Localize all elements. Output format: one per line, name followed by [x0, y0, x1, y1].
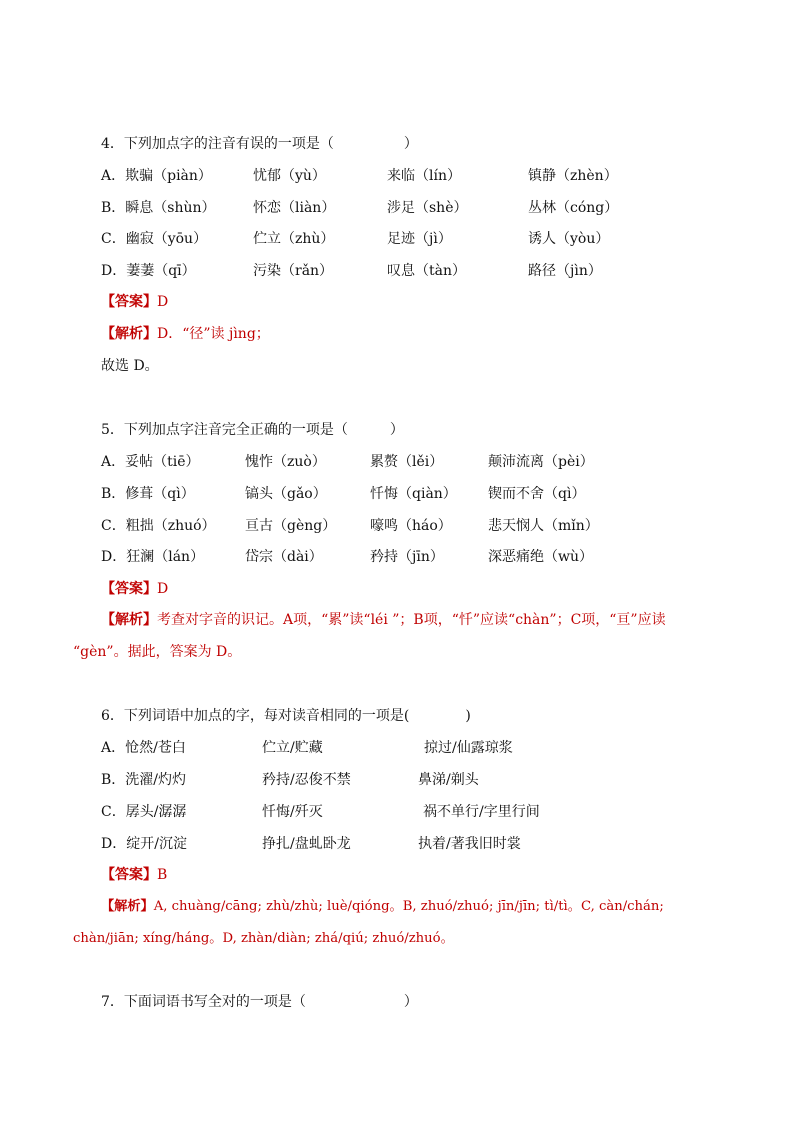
q4-option-c-3: 足迹（jì）	[387, 231, 452, 247]
q6-option-b-2: 矜持/忍俊不禁	[262, 772, 351, 788]
q4-option-d-2: 污染（rǎn）	[253, 263, 334, 279]
q5-option-d-4: 深恶痛绝（wù）	[488, 549, 593, 565]
q5-analysis-continued: “gèn”。据此，答案为 D。	[73, 644, 242, 660]
q4-option-b-2: 怀恋（liàn）	[253, 200, 336, 216]
analysis-text: 考查对字音的识记。A项，“累”读“léi ”；B项，“忏”应读“chàn”；C项，“亘”应读	[157, 612, 666, 628]
analysis-text: A, chuàng/cāng; zhù/zhù; luè/qióng。B, zhuó/zhuó; jīn/jīn; tì/tì。C, càn/chán;	[153, 899, 664, 914]
q5-option-b-1: B．修葺（qì）	[101, 486, 195, 502]
answer-value: D	[157, 581, 169, 597]
q5-option-b-2: 镐头（gǎo）	[245, 486, 327, 502]
q6-option-c-2: 忏悔/歼灭	[262, 804, 323, 820]
analysis-tag: 【解析】	[101, 612, 157, 628]
question-7-stem: 7．下面词语书写全对的一项是（ ）	[101, 994, 418, 1010]
q5-option-a-4: 颠沛流离（pèi）	[488, 454, 594, 470]
q4-option-d-1: D．萋萋（qī）	[101, 263, 196, 279]
answer-tag: 【答案】	[101, 294, 157, 310]
q5-option-c-4: 悲天悯人（mǐn）	[488, 518, 599, 534]
q6-option-b-3: 鼻涕/剃头	[418, 772, 479, 788]
q4-analysis-extra: 故选 D。	[101, 358, 159, 374]
q5-option-c-3: 嚎鸣（háo）	[370, 518, 452, 534]
q4-answer	[101, 292, 168, 312]
analysis-text: D．“径”读 jìng；	[157, 326, 270, 342]
question-5-stem: 5．下列加点字注音完全正确的一项是（ ）	[101, 422, 404, 438]
q6-option-c-1: C．孱头/潺潺	[101, 804, 187, 820]
q6-option-a-1: A．怆然/苍白	[101, 740, 186, 756]
q4-option-d-3: 叹息（tàn）	[387, 263, 466, 279]
q4-option-a-3: 来临（lín）	[387, 168, 461, 184]
q5-option-b-4: 锲而不舍（qì）	[488, 486, 586, 502]
q4-option-c-2: 伫立（zhù）	[253, 231, 335, 247]
answer-value: D	[157, 294, 169, 310]
analysis-tag: 【解析】	[101, 326, 157, 342]
q4-analysis	[101, 324, 270, 344]
q4-option-a-1: A．欺骗（piàn）	[101, 168, 212, 184]
q6-option-a-3: 掠过/仙露琼浆	[424, 740, 513, 756]
analysis-tag: 【解析】	[101, 899, 154, 914]
q6-option-d-2: 挣扎/盘虬卧龙	[262, 836, 351, 852]
q5-option-d-3: 矜持（jīn）	[370, 549, 444, 565]
q5-option-c-2: 亘古（gèng）	[245, 518, 337, 534]
q4-option-b-4: 丛林（cóng）	[528, 200, 619, 216]
q5-option-a-1: A．妥帖（tiē）	[101, 454, 200, 470]
q6-analysis	[101, 897, 664, 917]
q6-option-d-3: 执着/著我旧时裳	[418, 836, 521, 852]
q6-answer	[101, 865, 167, 885]
answer-value: B	[157, 867, 168, 883]
question-4-stem: 4．下列加点字的注音有误的一项是（ ）	[101, 136, 418, 152]
q4-option-c-4: 诱人（yòu）	[528, 231, 610, 247]
q6-option-c-3: 祸不单行/字里行间	[423, 804, 540, 820]
q4-option-b-1: B．瞬息（shùn）	[101, 200, 216, 216]
q5-analysis	[101, 610, 666, 630]
q5-option-a-3: 累赘（lěi）	[370, 454, 444, 470]
q5-option-a-2: 愧怍（zuò）	[245, 454, 326, 470]
q5-option-b-3: 忏悔（qiàn）	[370, 486, 457, 502]
q5-option-c-1: C．粗拙（zhuó）	[101, 518, 216, 534]
q6-analysis-continued: chàn/jiān; xíng/háng。D, zhàn/diàn; zhá/qiú; zhuó/zhuó。	[73, 931, 454, 946]
question-6-stem: 6．下列词语中加点的字，每对读音相同的一项是( )	[101, 708, 471, 724]
q6-option-a-2: 伫立/贮藏	[262, 740, 323, 756]
q4-option-c-1: C．幽寂（yōu）	[101, 231, 208, 247]
answer-tag: 【答案】	[101, 867, 157, 883]
q4-option-d-4: 路径（jìn）	[528, 263, 602, 279]
q6-option-d-1: D．绽开/沉淀	[101, 836, 187, 852]
q6-option-b-1: B．洗濯/灼灼	[101, 772, 187, 788]
answer-tag: 【答案】	[101, 581, 157, 597]
q5-option-d-2: 岱宗（dài）	[245, 549, 323, 565]
q4-option-b-3: 涉足（shè）	[387, 200, 468, 216]
q5-answer	[101, 579, 168, 599]
q5-option-d-1: D．狂澜（lán）	[101, 549, 205, 565]
q4-option-a-2: 忧郁（yù）	[253, 168, 326, 184]
q4-option-a-4: 镇静（zhèn）	[528, 168, 618, 184]
